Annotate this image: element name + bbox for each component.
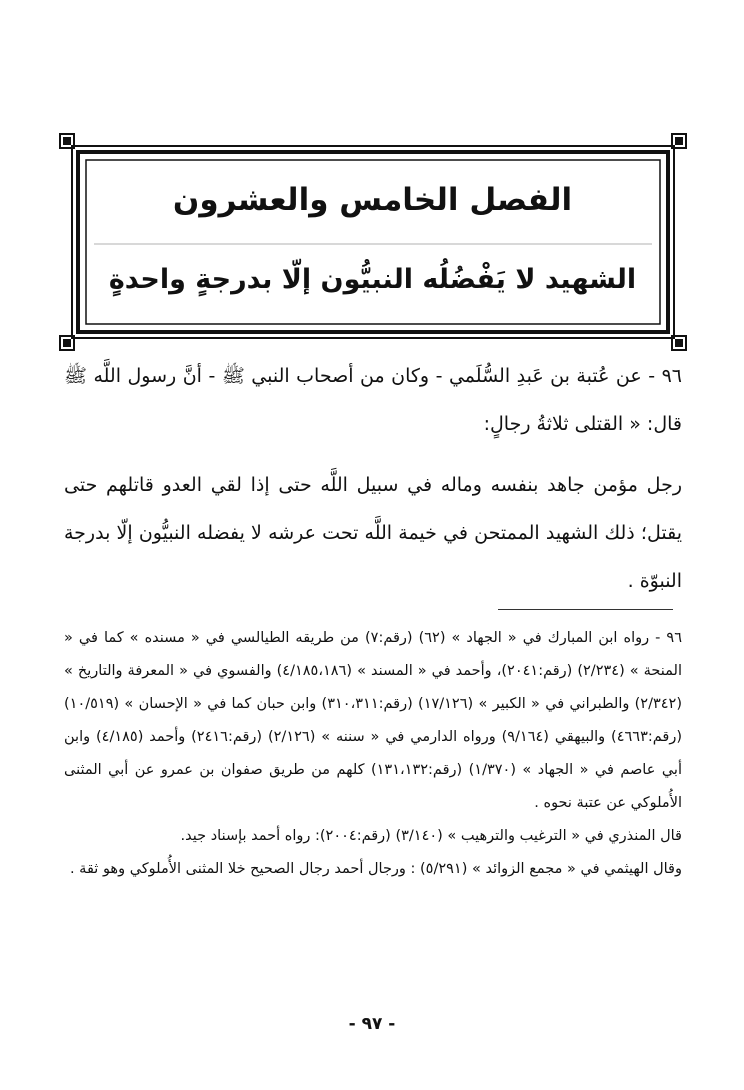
- chapter-frame: [58, 132, 688, 352]
- chapter-subtitle: الشهيد لا يَفْضُلُه النبيُّون إلّا بدرجةٍ واحدةٍ: [108, 264, 637, 295]
- footnotes: [64, 622, 682, 886]
- footnote-mundhiri: قال المنذري في « الترغيب والترهيب » (٣/١٤٠) (رقم:٢٠٠٤): رواه أحمد بإسناد جيد.: [180, 828, 682, 844]
- footnote-separator: [498, 609, 673, 610]
- hadith-intro: ٩٦ - عن عُتبة بن عَبدِ السُّلَمي - وكان من أصحاب النبي ﷺ - أنَّ رسول اللَّه ﷺ قال: « القتلى ثلاثةُ رجالٍ:: [64, 365, 682, 435]
- chapter-title: الفصل الخامس والعشرون: [172, 182, 573, 218]
- footnote-haythami: وقال الهيثمي في « مجمع الزوائد » (٥/٢٩١) : ورجال أحمد رجال الصحيح خلا المثنى الأُملوكي وهو ثقة .: [69, 861, 682, 877]
- footnote-takhrij: ٩٦ - رواه ابن المبارك في « الجهاد » (٦٢) (رقم:٧) من طريقه الطيالسي في « مسنده » كما في « المنحة » (٢/٢٣٤) (رقم:٢٠٤١)، وأحمد في « المسند » (٤/١٨٥،١٨٦) والفسوي في « المعرفة والتاريخ » (٢/٣٤٢) والطبراني في « الكبير » (١٧/١٢٦) (رقم:٣١٠،٣١١) وابن حبان كما في « الإحسان » (١٠/٥١٩) (رقم:٤٦٦٣) والبيهقي (٩/١٦٤) ورواه الدارمي في « سننه » (٢/١٢٦) (رقم:٢٤١٦) وأحمد (٤/١٨٥) وابن أبي عاصم في « الجهاد » (١/٣٧٠) (رقم:١٣١،١٣٢) كلهم من طريق صفوان بن عمرو عن أبي المثنى الأُملوكي عن عتبة نحوه .: [64, 630, 682, 811]
- page-number: - ٩٧ -: [348, 1014, 396, 1034]
- hadith-text: رجل مؤمن جاهد بنفسه وماله في سبيل اللَّه حتى إذا لقي العدو قاتلهم حتى يقتل؛ ذلك الشهيد الممتحن في خيمة اللَّه تحت عرشه لا يفضله النبيُّون إلّا بدرجة النبوّة .: [64, 474, 682, 592]
